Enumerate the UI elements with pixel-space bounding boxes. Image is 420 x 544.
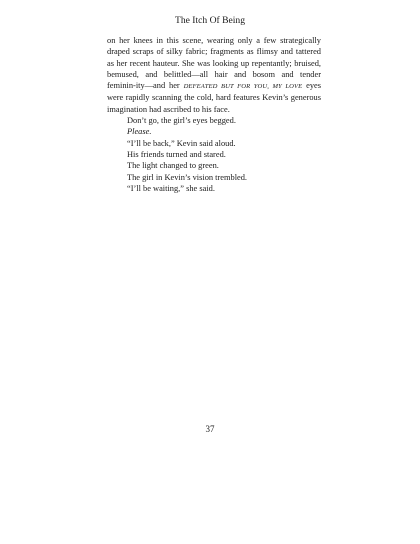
emphasis-small-caps: DEFEATED BUT FOR YOU, MY LOVE [183,83,303,91]
body-text [107,35,321,194]
dialogue-line: “I’ll be back,” Kevin said aloud. [127,138,236,148]
page-number: 37 [205,424,215,434]
dialogue-line: “I’ll be waiting,” she said. [127,183,215,193]
paragraph [107,35,321,115]
paragraph-text: on her knees in this scene, wearing only a few strategically draped scraps of silky fabric; fragments as flimsy and tattered as her recent hauteur. She was looking up repentantly; bruised, bemused, and belittled—all hair and bosom and tender feminin-ity—and her [107,36,321,91]
running-head-title: The Itch Of Being [174,15,246,26]
paragraph-text: eyes were rapidly scanning the cold, hard features Kevin’s generous imagination had ascribed to his face. [107,81,321,114]
paragraph: Please. [127,127,152,137]
paragraph: The light changed to green. [127,161,219,171]
paragraph: His friends turned and stared. [127,149,226,159]
paragraph: Don’t go, the girl’s eyes begged. [127,116,236,126]
paragraph: The girl in Kevin’s vision trembled. [127,172,248,182]
